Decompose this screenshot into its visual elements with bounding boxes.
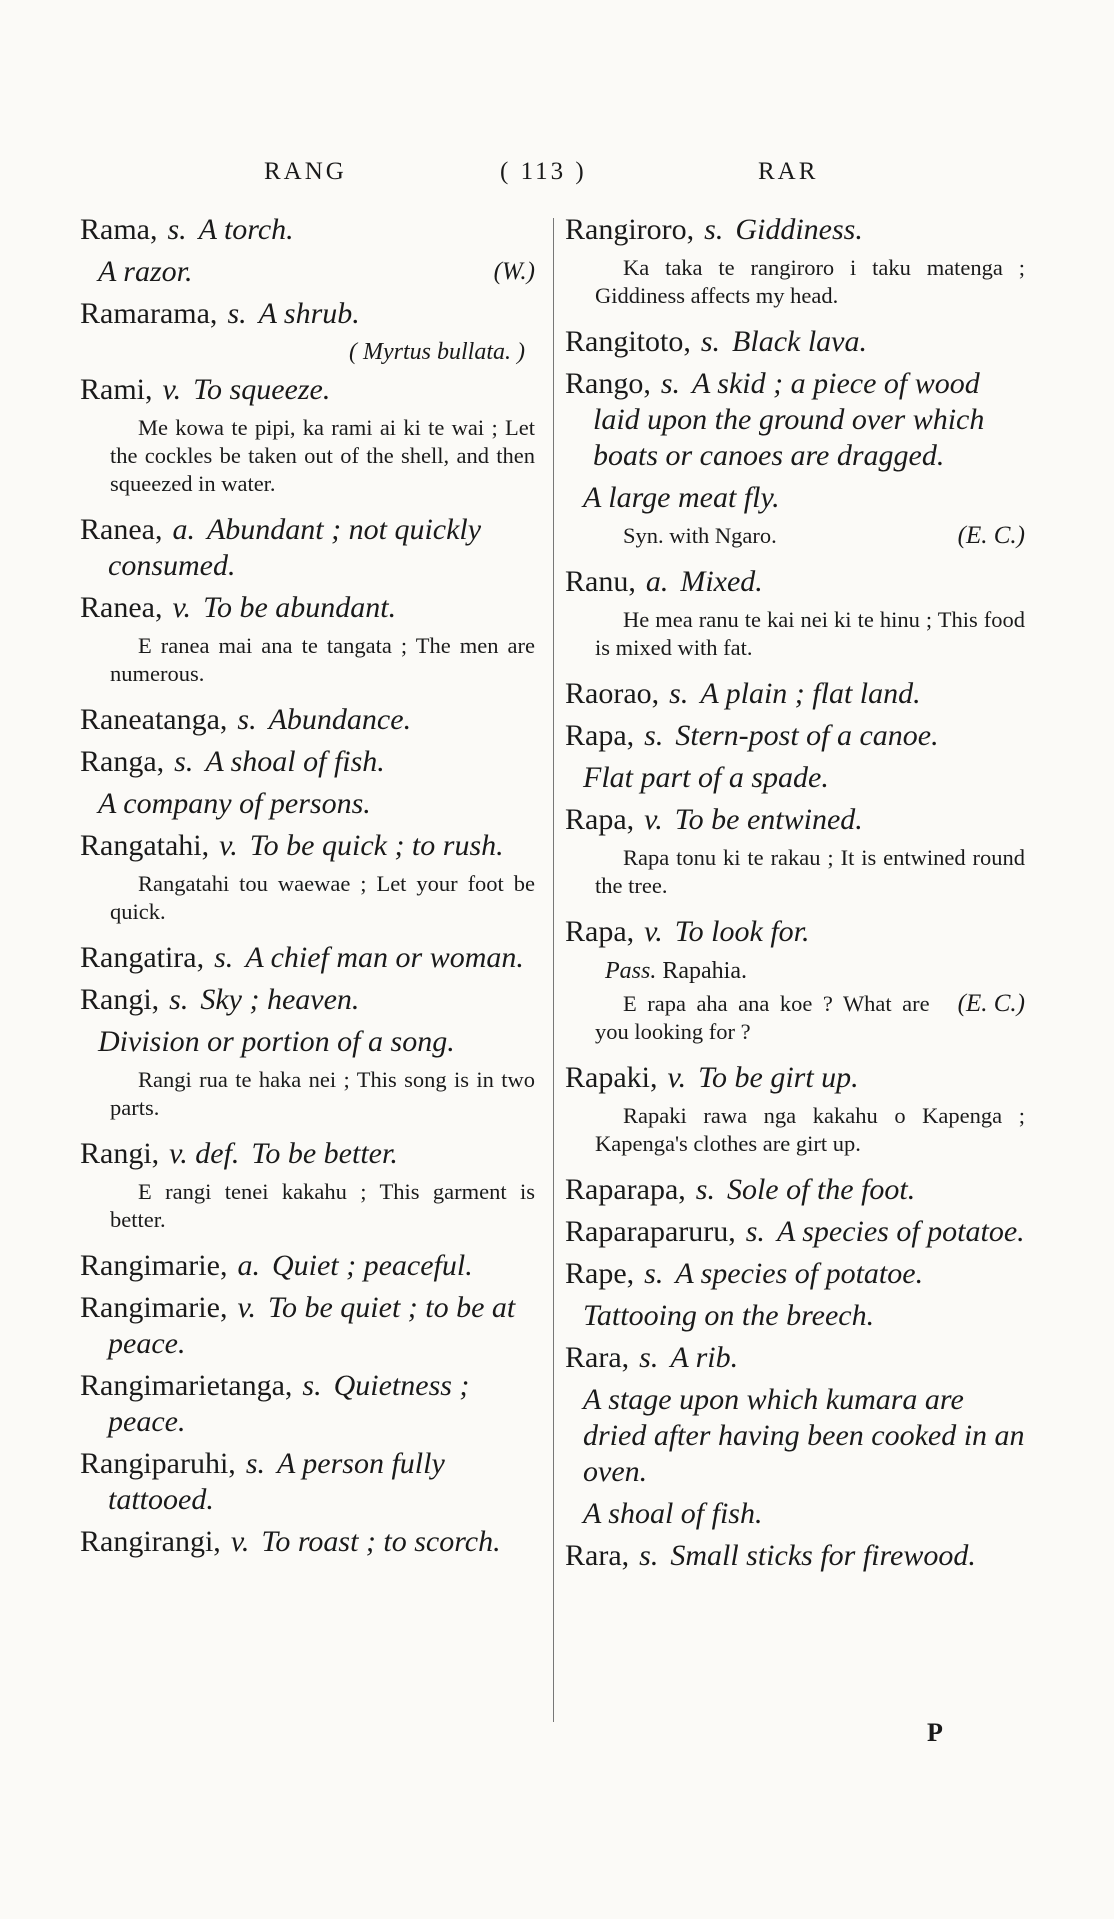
example-text — [565, 254, 1025, 310]
example-text — [80, 632, 535, 688]
headword-entry — [565, 914, 1025, 950]
headword-entry — [565, 366, 1025, 474]
sense-text: Tattooing on the breech. — [583, 1299, 875, 1332]
header-left-guide-word: RANG — [264, 158, 347, 185]
definition: A shrub. — [258, 297, 360, 330]
headword-entry — [80, 1446, 535, 1518]
sense-line — [80, 254, 535, 290]
headword: Rangatahi, — [80, 829, 210, 862]
headword: Raneatanga, — [80, 703, 228, 736]
definition: A skid ; a piece of wood laid upon the ground over which boats or canoes are dragged. — [593, 367, 985, 472]
headword: Rangi, — [80, 1137, 160, 1170]
headword-entry — [565, 1060, 1025, 1096]
definition: Giddiness. — [735, 213, 863, 246]
part-of-speech: a. — [172, 513, 195, 546]
part-of-speech: s. — [302, 1369, 322, 1402]
column-divider — [553, 218, 554, 1722]
example-text — [565, 522, 1025, 550]
part-of-speech: s. — [639, 1341, 659, 1374]
headword-entry — [80, 1136, 535, 1172]
sense-text: A shoal of fish. — [583, 1497, 763, 1530]
part-of-speech: s. — [660, 367, 681, 400]
headword-entry — [565, 676, 1025, 712]
definition: To be quiet ; to be at peace. — [108, 1291, 516, 1360]
sense-text: Division or portion of a song. — [98, 1025, 455, 1058]
botanical-note: ( Myrtus bullata. ) — [349, 339, 525, 365]
right-column — [565, 212, 1025, 1580]
part-of-speech: s. — [169, 983, 189, 1016]
headword: Rangi, — [80, 983, 160, 1016]
source-reference: (W.) — [493, 258, 535, 285]
headword: Rangimarie, — [80, 1291, 228, 1324]
headword-entry — [80, 590, 535, 626]
part-of-speech: s. — [237, 703, 257, 736]
example-sentence: Ka taka te rangiroro i taku matenga ; Giddiness affects my head. — [595, 255, 1025, 308]
example-text — [80, 1066, 535, 1122]
headword-entry — [80, 1248, 535, 1284]
headword: Ranea, — [80, 513, 163, 546]
headword-entry — [80, 1290, 535, 1362]
part-of-speech: s. — [644, 1257, 664, 1290]
part-of-speech: s. — [214, 941, 234, 974]
part-of-speech: s. — [704, 213, 724, 246]
headword: Rango, — [565, 367, 651, 400]
definition: To be abundant. — [203, 591, 397, 624]
headword: Rapa, — [565, 719, 635, 752]
definition: Small sticks for firewood. — [670, 1539, 976, 1572]
headword-entry — [565, 564, 1025, 600]
headword: Raparaparuru, — [565, 1215, 736, 1248]
headword: Rapa, — [565, 803, 635, 836]
definition: To be girt up. — [698, 1061, 859, 1094]
example-text — [80, 1178, 535, 1234]
definition: A torch. — [198, 213, 294, 246]
definition: A plain ; flat land. — [700, 677, 921, 710]
example-sentence: Rapaki rawa nga kakahu o Kapenga ; Kapenga's clothes are girt up. — [595, 1103, 1025, 1156]
headword-entry — [80, 1368, 535, 1440]
headword-entry — [80, 1524, 535, 1560]
example-sentence: He mea ranu te kai nei ki te hinu ; This food is mixed with fat. — [595, 607, 1025, 660]
sense-text: Flat part of a spade. — [583, 761, 829, 794]
definition: Abundance. — [268, 703, 412, 736]
passive-form — [565, 956, 1025, 986]
definition: Stern-post of a canoe. — [675, 719, 939, 752]
headword: Ranea, — [80, 591, 163, 624]
headword: Rami, — [80, 373, 153, 406]
example-sentence: E ranea mai ana te tangata ; The men are numerous. — [110, 633, 535, 686]
part-of-speech: s. — [669, 677, 689, 710]
part-of-speech: v. — [219, 829, 238, 862]
sense-text: A stage upon which kumara are dried after having been cooked in an oven. — [583, 1383, 1025, 1488]
part-of-speech: v. def. — [169, 1137, 240, 1170]
sense-line — [565, 1382, 1025, 1490]
headword: Rara, — [565, 1539, 630, 1572]
part-of-speech: s. — [174, 745, 194, 778]
headword: Rangiparuhi, — [80, 1447, 236, 1480]
header-right-guide-word: RAR — [758, 158, 819, 185]
definition: Quietness ; peace. — [108, 1369, 470, 1438]
part-of-speech: v. — [162, 373, 182, 406]
example-text — [565, 990, 1025, 1046]
headword-entry — [80, 512, 535, 584]
headword: Rangirangi, — [80, 1525, 221, 1558]
headword-entry — [80, 296, 535, 332]
headword-entry — [565, 718, 1025, 754]
sense-line — [565, 480, 1025, 516]
example-sentence: Rapa tonu ki te rakau ; It is entwined round the tree. — [595, 845, 1025, 898]
passive-word: Rapahia. — [662, 958, 747, 984]
passive-label: Pass. — [605, 958, 657, 984]
headword-entry — [80, 212, 535, 248]
headword-entry — [565, 802, 1025, 838]
definition: A rib. — [670, 1341, 739, 1374]
example-sentence: E rapa aha ana koe ? What are you looking for ? — [595, 991, 930, 1044]
headword: Rangimarie, — [80, 1249, 228, 1282]
headword-entry — [80, 982, 535, 1018]
source-reference: (E. C.) — [957, 522, 1025, 549]
headword: Rapa, — [565, 915, 635, 948]
example-sentence: Rangatahi tou waewae ; Let your foot be quick. — [110, 871, 535, 924]
headword: Raorao, — [565, 677, 660, 710]
part-of-speech: v. — [644, 915, 663, 948]
part-of-speech: s. — [700, 325, 721, 358]
part-of-speech: v. — [172, 591, 192, 624]
part-of-speech: a. — [237, 1249, 260, 1282]
signature-mark: P — [927, 1718, 943, 1747]
sense-text: A large meat fly. — [583, 481, 780, 514]
sense-line — [565, 1298, 1025, 1334]
part-of-speech: s. — [245, 1447, 265, 1480]
example-sentence: Syn. with Ngaro. — [623, 523, 777, 548]
sense-line — [565, 1496, 1025, 1532]
headword: Rangitoto, — [565, 325, 691, 358]
part-of-speech: s. — [695, 1173, 715, 1206]
part-of-speech: s. — [644, 719, 664, 752]
headword-entry — [80, 744, 535, 780]
headword-entry — [565, 1538, 1025, 1574]
part-of-speech: s. — [227, 297, 247, 330]
example-sentence: E rangi tenei kakahu ; This garment is better. — [110, 1179, 535, 1232]
definition: To be quick ; to rush. — [249, 829, 504, 862]
part-of-speech: s. — [745, 1215, 765, 1248]
source-reference: (E. C.) — [957, 990, 1025, 1017]
definition: A species of potatoe. — [776, 1215, 1025, 1248]
definition: Abundant ; not quickly consumed. — [108, 513, 482, 582]
sense-line — [80, 786, 535, 822]
headword-entry — [565, 1214, 1025, 1250]
left-column — [80, 212, 535, 1566]
headword: Ramarama, — [80, 297, 218, 330]
running-header — [0, 158, 1114, 194]
headword: Rama, — [80, 213, 158, 246]
definition: To be entwined. — [674, 803, 863, 836]
sense-text: A razor. — [98, 255, 193, 288]
headword: Rape, — [565, 1257, 635, 1290]
definition: To look for. — [674, 915, 810, 948]
headword-entry — [565, 212, 1025, 248]
headword: Rangatira, — [80, 941, 205, 974]
headword-entry — [565, 1256, 1025, 1292]
definition: A species of potatoe. — [675, 1257, 924, 1290]
part-of-speech: s. — [639, 1539, 659, 1572]
part-of-speech: v. — [237, 1291, 257, 1324]
example-text — [80, 870, 535, 926]
example-sentence: Me kowa te pipi, ka rami ai ki te wai ; Let the cockles be taken out of the shell, and then squeezed in water. — [110, 415, 535, 496]
definition: Mixed. — [680, 565, 763, 598]
headword: Rangimarietanga, — [80, 1369, 293, 1402]
definition: To be better. — [251, 1137, 398, 1170]
definition: Black lava. — [732, 325, 867, 358]
definition: Sky ; heaven. — [200, 983, 360, 1016]
example-text — [565, 606, 1025, 662]
headword: Raparapa, — [565, 1173, 686, 1206]
headword-entry — [80, 828, 535, 864]
definition: A chief man or woman. — [245, 941, 524, 974]
headword-entry — [80, 702, 535, 738]
definition: To roast ; to scorch. — [261, 1525, 501, 1558]
definition: Quiet ; peaceful. — [271, 1249, 473, 1282]
example-text — [565, 1102, 1025, 1158]
headword: Rapaki, — [565, 1061, 658, 1094]
headword-entry — [80, 372, 535, 408]
definition: Sole of the foot. — [726, 1173, 916, 1206]
part-of-speech: s. — [167, 213, 187, 246]
definition: To squeeze. — [193, 373, 331, 406]
headword: Ranu, — [565, 565, 636, 598]
sense-line — [565, 760, 1025, 796]
definition: A shoal of fish. — [205, 745, 385, 778]
headword: Ranga, — [80, 745, 165, 778]
headword-entry — [80, 940, 535, 976]
example-text — [80, 414, 535, 498]
headword-entry — [565, 1340, 1025, 1376]
part-of-speech: v. — [230, 1525, 250, 1558]
headword-entry — [565, 1172, 1025, 1208]
part-of-speech: v. — [667, 1061, 687, 1094]
headword: Rangiroro, — [565, 213, 695, 246]
example-text — [565, 844, 1025, 900]
page-number: ( 113 ) — [500, 158, 587, 185]
example-sentence: Rangi rua te haka nei ; This song is in two parts. — [110, 1067, 535, 1120]
sense-text: A company of persons. — [98, 787, 371, 820]
part-of-speech: v. — [644, 803, 663, 836]
headword-entry — [565, 324, 1025, 360]
part-of-speech: a. — [645, 565, 669, 598]
sense-line — [80, 1024, 535, 1060]
headword: Rara, — [565, 1341, 630, 1374]
definition: A person fully tattooed. — [108, 1447, 445, 1516]
